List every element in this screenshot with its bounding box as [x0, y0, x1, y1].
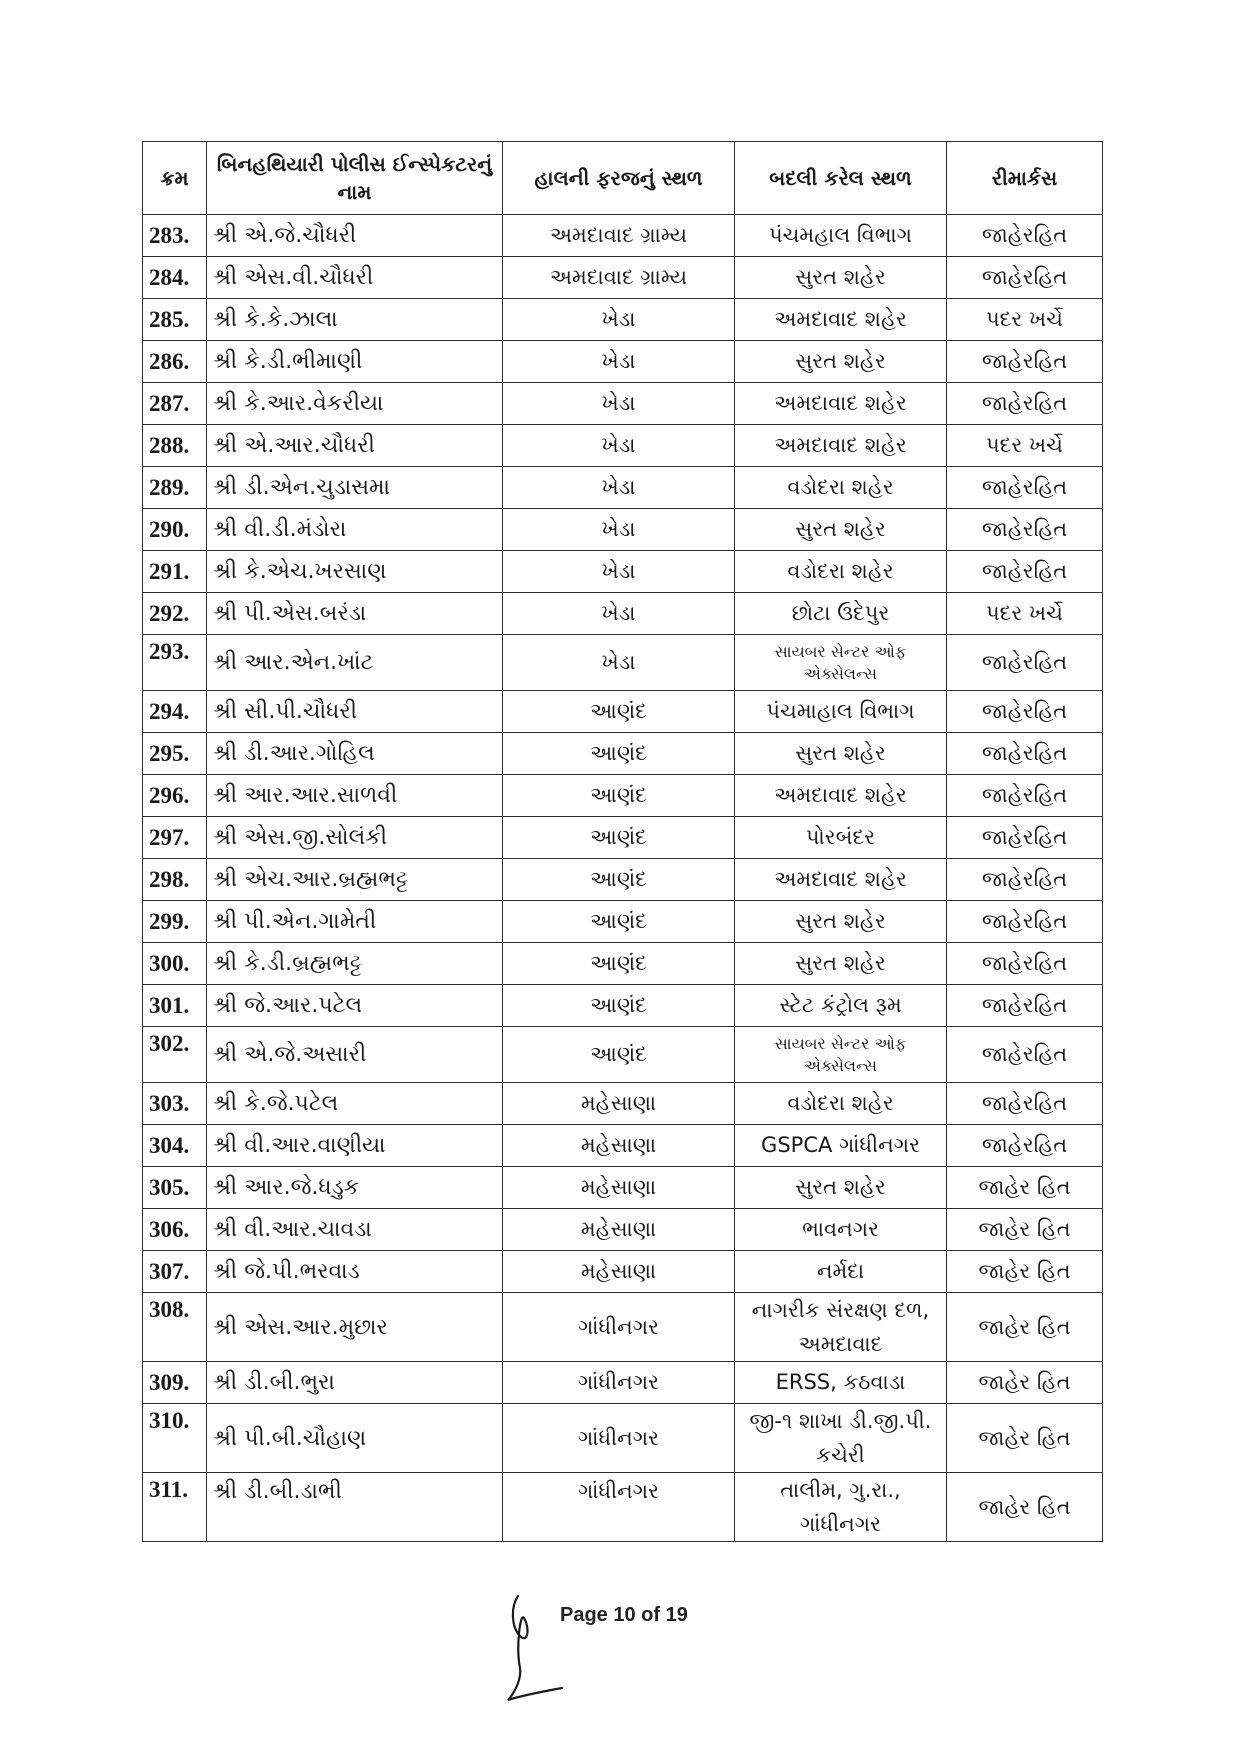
- transfer-place-cell: જી-૧ શાખા ડી.જી.પી. કચેરી: [735, 1404, 947, 1473]
- name-cell: શ્રી ડી.એન.ચુડાસમા: [207, 467, 503, 509]
- current-posting-cell: આણંદ: [503, 691, 735, 733]
- serial-cell: 307.: [143, 1251, 207, 1293]
- remarks-cell: જાહેરહિત: [947, 341, 1103, 383]
- serial-cell: 289.: [143, 467, 207, 509]
- name-cell: શ્રી એ.જે.અસારી: [207, 1027, 503, 1083]
- serial-cell: 296.: [143, 775, 207, 817]
- transfer-place-cell: સ્ટેટ કંટ્રોલ રૂમ: [735, 985, 947, 1027]
- current-posting-cell: ખેડા: [503, 425, 735, 467]
- name-cell: શ્રી વી.આર.ચાવડા: [207, 1209, 503, 1251]
- transfer-place-cell: વડોદરા શહેર: [735, 467, 947, 509]
- current-posting-cell: ખેડા: [503, 551, 735, 593]
- transfer-place-cell: પંચમાહાલ વિભાગ: [735, 691, 947, 733]
- name-cell: શ્રી કે.ડી.ભીમાણી: [207, 341, 503, 383]
- remarks-cell: જાહેરહિત: [947, 509, 1103, 551]
- name-cell: શ્રી આર.જે.ધડુક: [207, 1167, 503, 1209]
- serial-cell: 311.: [143, 1473, 207, 1542]
- serial-cell: 299.: [143, 901, 207, 943]
- remarks-cell: જાહેરહિત: [947, 1083, 1103, 1125]
- name-cell: શ્રી કે.કે.ઝાલા: [207, 299, 503, 341]
- transfer-place-cell: અમદાવાદ શહેર: [735, 859, 947, 901]
- name-cell: શ્રી ડી.બી.ડાભી: [207, 1473, 503, 1542]
- current-posting-cell: આણંદ: [503, 901, 735, 943]
- name-cell: શ્રી પી.બી.ચૌહાણ: [207, 1404, 503, 1473]
- name-cell: શ્રી વી.ડી.મંડોરા: [207, 509, 503, 551]
- name-cell: શ્રી એ.આર.ચૌધરી: [207, 425, 503, 467]
- transfer-table: [142, 141, 1103, 1542]
- transfer-place-cell: અમદાવાદ શહેર: [735, 383, 947, 425]
- name-cell: શ્રી ડી.આર.ગોહિલ: [207, 733, 503, 775]
- transfer-place-cell: સુરત શહેર: [735, 901, 947, 943]
- remarks-cell: જાહેર હિત: [947, 1167, 1103, 1209]
- name-cell: શ્રી કે.એચ.ખરસાણ: [207, 551, 503, 593]
- transfer-place-cell: સુરત શહેર: [735, 257, 947, 299]
- table-row: [143, 691, 1103, 733]
- table-row: [143, 775, 1103, 817]
- current-posting-cell: મહેસાણા: [503, 1125, 735, 1167]
- serial-cell: 284.: [143, 257, 207, 299]
- table-row: [143, 733, 1103, 775]
- name-cell: શ્રી એસ.વી.ચૌધરી: [207, 257, 503, 299]
- transfer-place-cell: સુરત શહેર: [735, 733, 947, 775]
- table-row: [143, 817, 1103, 859]
- table-row: [143, 467, 1103, 509]
- serial-cell: 310.: [143, 1404, 207, 1473]
- current-posting-cell: ખેડા: [503, 593, 735, 635]
- transfer-place-cell: પંચમહાલ વિભાગ: [735, 215, 947, 257]
- table-row: [143, 1473, 1103, 1542]
- name-cell: શ્રી એસ.આર.મુછાર: [207, 1293, 503, 1362]
- current-posting-cell: ગાંધીનગર: [503, 1404, 735, 1473]
- table-row: [143, 1167, 1103, 1209]
- remarks-cell: પદર ખર્ચે: [947, 299, 1103, 341]
- transfer-place-cell: વડોદરા શહેર: [735, 551, 947, 593]
- serial-cell: 306.: [143, 1209, 207, 1251]
- current-posting-cell: આણંદ: [503, 985, 735, 1027]
- table-row: [143, 859, 1103, 901]
- header-inspector-name: બિનહથિયારી પોલીસ ઈન્સ્પેકટરનું નામ: [207, 142, 503, 215]
- remarks-cell: જાહેરહિત: [947, 901, 1103, 943]
- remarks-cell: જાહેરહિત: [947, 943, 1103, 985]
- remarks-cell: પદર ખર્ચે: [947, 593, 1103, 635]
- remarks-cell: જાહેરહિત: [947, 551, 1103, 593]
- table-row: [143, 257, 1103, 299]
- current-posting-cell: આણંદ: [503, 817, 735, 859]
- transfer-place-cell: અમદાવાદ શહેર: [735, 299, 947, 341]
- table-row: [143, 593, 1103, 635]
- table-row: [143, 551, 1103, 593]
- name-cell: શ્રી કે.આર.વેકરીયા: [207, 383, 503, 425]
- remarks-cell: જાહેરહિત: [947, 635, 1103, 691]
- transfer-place-cell: વડોદરા શહેર: [735, 1083, 947, 1125]
- serial-cell: 303.: [143, 1083, 207, 1125]
- remarks-cell: પદર ખર્ચે: [947, 425, 1103, 467]
- remarks-cell: જાહેરહિત: [947, 1125, 1103, 1167]
- serial-cell: 308.: [143, 1293, 207, 1362]
- remarks-cell: જાહેરહિત: [947, 733, 1103, 775]
- table-row: [143, 1293, 1103, 1362]
- table-row: [143, 635, 1103, 691]
- transfer-place-cell: અમદાવાદ શહેર: [735, 425, 947, 467]
- current-posting-cell: ગાંધીનગર: [503, 1473, 735, 1542]
- table-row: [143, 1083, 1103, 1125]
- serial-cell: 291.: [143, 551, 207, 593]
- current-posting-cell: અમદાવાદ ગ્રામ્ય: [503, 257, 735, 299]
- table-row: [143, 299, 1103, 341]
- current-posting-cell: ખેડા: [503, 341, 735, 383]
- table-row: [143, 215, 1103, 257]
- table-row: [143, 943, 1103, 985]
- transfer-place-cell: ERSS, કઠવાડા: [735, 1362, 947, 1404]
- header-serial: ક્રમ: [143, 142, 207, 215]
- current-posting-cell: ખેડા: [503, 383, 735, 425]
- serial-cell: 293.: [143, 635, 207, 691]
- serial-cell: 294.: [143, 691, 207, 733]
- remarks-cell: જાહેરહિત: [947, 257, 1103, 299]
- header-current-posting: હાલની ફરજનું સ્થળ: [503, 142, 735, 215]
- remarks-cell: જાહેરહિત: [947, 985, 1103, 1027]
- serial-cell: 286.: [143, 341, 207, 383]
- current-posting-cell: મહેસાણા: [503, 1083, 735, 1125]
- serial-cell: 295.: [143, 733, 207, 775]
- serial-cell: 285.: [143, 299, 207, 341]
- serial-cell: 298.: [143, 859, 207, 901]
- serial-cell: 309.: [143, 1362, 207, 1404]
- name-cell: શ્રી આર.એન.ખાંટ: [207, 635, 503, 691]
- transfer-place-cell: સાયબર સેન્ટર ઓફ એક્સેલન્સ: [735, 635, 947, 691]
- table-row: [143, 1362, 1103, 1404]
- header-transfer-place: બદલી કરેલ સ્થળ: [735, 142, 947, 215]
- transfer-place-cell: પોરબંદર: [735, 817, 947, 859]
- name-cell: શ્રી એસ.જી.સોલંકી: [207, 817, 503, 859]
- serial-cell: 305.: [143, 1167, 207, 1209]
- table-row: [143, 1125, 1103, 1167]
- name-cell: શ્રી એચ.આર.બ્રહ્મભટ્ટ: [207, 859, 503, 901]
- serial-cell: 283.: [143, 215, 207, 257]
- remarks-cell: જાહેરહિત: [947, 383, 1103, 425]
- transfer-place-cell: સાયબર સેન્ટર ઓફ એક્સેલન્સ: [735, 1027, 947, 1083]
- table-row: [143, 1404, 1103, 1473]
- remarks-cell: જાહેર હિત: [947, 1362, 1103, 1404]
- name-cell: શ્રી જે.આર.પટેલ: [207, 985, 503, 1027]
- serial-cell: 301.: [143, 985, 207, 1027]
- serial-cell: 290.: [143, 509, 207, 551]
- current-posting-cell: આણંદ: [503, 943, 735, 985]
- current-posting-cell: ખેડા: [503, 635, 735, 691]
- serial-cell: 287.: [143, 383, 207, 425]
- name-cell: શ્રી વી.આર.વાણીયા: [207, 1125, 503, 1167]
- remarks-cell: જાહેરહિત: [947, 691, 1103, 733]
- remarks-cell: જાહેર હિત: [947, 1293, 1103, 1362]
- transfer-place-cell: સુરત શહેર: [735, 1167, 947, 1209]
- current-posting-cell: મહેસાણા: [503, 1209, 735, 1251]
- transfer-place-cell: ભાવનગર: [735, 1209, 947, 1251]
- serial-cell: 288.: [143, 425, 207, 467]
- transfer-place-cell: GSPCA ગાંધીનગર: [735, 1125, 947, 1167]
- name-cell: શ્રી જે.પી.ભરવાડ: [207, 1251, 503, 1293]
- current-posting-cell: આણંદ: [503, 733, 735, 775]
- table-row: [143, 1209, 1103, 1251]
- table-row: [143, 341, 1103, 383]
- table-row: [143, 425, 1103, 467]
- transfer-place-cell: તાલીમ, ગુ.રા., ગાંધીનગર: [735, 1473, 947, 1542]
- name-cell: શ્રી આર.આર.સાળવી: [207, 775, 503, 817]
- header-remarks: રીમાર્કસ: [947, 142, 1103, 215]
- table-row: [143, 509, 1103, 551]
- current-posting-cell: આણંદ: [503, 859, 735, 901]
- table-row: [143, 1251, 1103, 1293]
- remarks-cell: જાહેરહિત: [947, 859, 1103, 901]
- transfer-place-cell: સુરત શહેર: [735, 341, 947, 383]
- serial-cell: 302.: [143, 1027, 207, 1083]
- transfer-place-cell: નાગરીક સંરક્ષણ દળ, અમદાવાદ: [735, 1293, 947, 1362]
- name-cell: શ્રી પી.એસ.બરંડા: [207, 593, 503, 635]
- current-posting-cell: ખેડા: [503, 509, 735, 551]
- transfer-place-cell: અમદાવાદ શહેર: [735, 775, 947, 817]
- remarks-cell: જાહેર હિત: [947, 1209, 1103, 1251]
- current-posting-cell: ગાંધીનગર: [503, 1362, 735, 1404]
- remarks-cell: જાહેરહિત: [947, 775, 1103, 817]
- current-posting-cell: ખેડા: [503, 299, 735, 341]
- current-posting-cell: આણંદ: [503, 775, 735, 817]
- serial-cell: 300.: [143, 943, 207, 985]
- current-posting-cell: અમદાવાદ ગ્રામ્ય: [503, 215, 735, 257]
- page-number: Page 10 of 19: [560, 1604, 688, 1626]
- name-cell: શ્રી સી.પી.ચૌધરી: [207, 691, 503, 733]
- remarks-cell: જાહેરહિત: [947, 1027, 1103, 1083]
- remarks-cell: જાહેરહિત: [947, 817, 1103, 859]
- serial-cell: 304.: [143, 1125, 207, 1167]
- current-posting-cell: ખેડા: [503, 467, 735, 509]
- current-posting-cell: મહેસાણા: [503, 1167, 735, 1209]
- name-cell: શ્રી કે.ડી.બ્રહ્મભટ્ટ: [207, 943, 503, 985]
- name-cell: શ્રી એ.જે.ચૌધરી: [207, 215, 503, 257]
- transfer-place-cell: સુરત શહેર: [735, 943, 947, 985]
- current-posting-cell: મહેસાણા: [503, 1251, 735, 1293]
- table-row: [143, 901, 1103, 943]
- current-posting-cell: આણંદ: [503, 1027, 735, 1083]
- current-posting-cell: ગાંધીનગર: [503, 1293, 735, 1362]
- transfer-place-cell: છોટા ઉદેપુર: [735, 593, 947, 635]
- name-cell: શ્રી કે.જે.પટેલ: [207, 1083, 503, 1125]
- name-cell: શ્રી પી.એન.ગામેતી: [207, 901, 503, 943]
- remarks-cell: જાહેર હિત: [947, 1473, 1103, 1542]
- transfer-place-cell: નર્મદા: [735, 1251, 947, 1293]
- table-row: [143, 383, 1103, 425]
- remarks-cell: જાહેરહિત: [947, 215, 1103, 257]
- table-header-row: [143, 142, 1103, 215]
- serial-cell: 297.: [143, 817, 207, 859]
- remarks-cell: જાહેરહિત: [947, 467, 1103, 509]
- name-cell: શ્રી ડી.બી.ભુરા: [207, 1362, 503, 1404]
- remarks-cell: જાહેર હિત: [947, 1404, 1103, 1473]
- remarks-cell: જાહેર હિત: [947, 1251, 1103, 1293]
- serial-cell: 292.: [143, 593, 207, 635]
- transfer-place-cell: સુરત શહેર: [735, 509, 947, 551]
- table-row: [143, 1027, 1103, 1083]
- table-row: [143, 985, 1103, 1027]
